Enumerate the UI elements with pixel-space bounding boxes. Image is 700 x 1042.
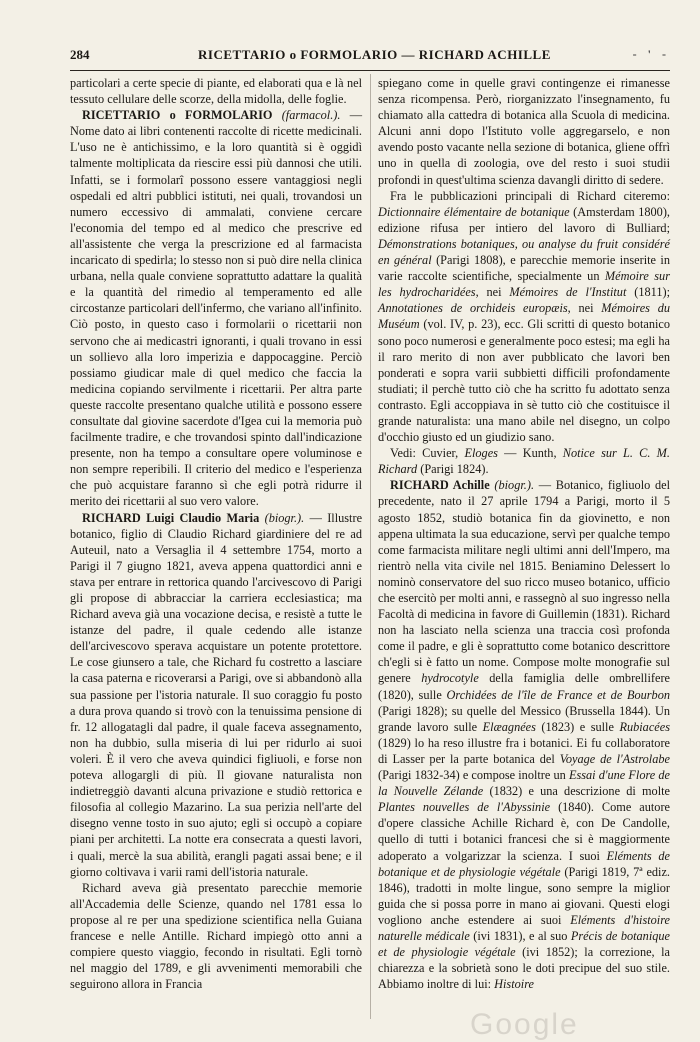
- book-title: Voyage de l'Astrolabe: [559, 751, 670, 766]
- paragraph: particolari a certe specie di piante, ed elaborati qua e là nel tessuto cellulare delle scorze, della midolla, delle foglie.: [70, 76, 362, 107]
- text: (Parigi 1832-34) e compose inoltre un: [378, 768, 569, 783]
- entry-headword: RICHARD Achille: [390, 478, 490, 493]
- book-title: Précis de botanique et de physiologie végétale: [378, 928, 670, 960]
- text: (1823) e sulle: [535, 719, 620, 734]
- book-title: Eléments d'histoire naturelle médicale: [378, 912, 670, 943]
- paragraph-references: [378, 445, 670, 477]
- book-title: hydrocotyle: [421, 671, 479, 686]
- running-title: RICETTARIO o FORMOLARIO — RICHARD ACHILLE: [198, 47, 551, 62]
- entry-headword: RICHARD Luigi Claudio Maria: [82, 510, 260, 525]
- text: (ivi 1831), e al suo: [469, 928, 571, 943]
- entry-label: (biogr.).: [494, 478, 535, 493]
- text: (Parigi 1824).: [417, 462, 489, 477]
- entry-text: — Nome dato ai libri contenenti raccolte di ricette medicinali. L'uso ne è antichissimo, e la loro quantità si è oggidì talmente moltiplicata da riescire essi più dannosi che utili. Infatti, se i formolarî possono essere vantaggiosi negli ospedali ed altri pubblici istituti, nei quali, trovandosi un numero eccessivo di ammalati, conviene cercare l'economia del tempo ed al medico che prescrive ed all'assistente che verga la prescrizione ed al farmacista incaricato di spedirla; lo stesso non si può dire nella clinica urbana, nella quale conviene soprattutto adattare la qualità e la quantità del rimedio al temperamento ed alle circostanze particolari dell'infermo, che variano all'infinito. Ciò posto, in questo caso i formolarii o ricettarii non servono che ai medicastri ignoranti, i quali trovano in essi un sollievo alla loro imperizia e dappocaggine. Perciò possiamo giudicar male di quel medico che faccia la medicina copiando servilmente i ricettarii. Per altra parte queste raccolte presentano qualche utilità e possono essere consultate dal giovine sacerdote d'Igea cui la memoria può facilmente tradire, e che trovandosi spinto dall'indicazione presente, non ha tempo a consultare opere voluminose e non sempre reperibili. Il criterio del medico e l'esperienza che può acquistare faranno sì che egli potrà ridurre il merito dei ricettarii al suo vero valore.: [70, 108, 362, 509]
- text: (Parigi 1808), e parecchie memorie inserite in varie raccolte scientifiche, specialmente un: [378, 253, 670, 284]
- book-title: Rubiacées: [619, 719, 670, 734]
- text: — Botanico, figliuolo del precedente, nato il 27 aprile 1794 a Parigi, morto il 5 agosto 1852, studiò botanica fin da giovinetto, e non appena ultimata la sua educazione, servì per qualche tempo come farmacista militare negli ultimi anni dell'Impero, ma rientrò nella vita civile nel 1815. Beniamino Delessert lo nominò conservatore del suo ricco museo botanico, ufficio che esercitò per molti anni, e rassegnò al suo ingresso nella Facoltà di medicina in favore di Guillemin (1831). Richard non ha lasciato nella scienza una traccia così profonda come il padre, e gli è soprattutto come botanico descrittore ch'egli si è fatto un nome. Compose molte monografie sul genere: [378, 478, 671, 686]
- book-title: Essai d'une Flore de la Nouvelle Zélande: [378, 768, 670, 799]
- page-header: [70, 47, 670, 67]
- text: , nei: [475, 285, 510, 300]
- paragraph: Richard aveva già presentato parecchie memorie all'Accademia delle Scienze, quando nel 1781 essa lo propose al re per una spedizione scientifica nella Guiana francese e nelle Antille. Richard impiegò otto anni a compiere questo viaggio, fecondo in risultati. Egli tornò nel maggio del 1789, e gli avvenimenti memorabili che seguirono allora in Francia: [70, 880, 362, 992]
- book-title: Mémoire sur les hydrocharidées: [378, 269, 670, 300]
- left-column: [70, 75, 362, 992]
- book-title: Dictionnaire élémentaire de botanique: [378, 204, 570, 219]
- entry-label: (biogr.).: [264, 510, 305, 525]
- text: (1840). Come autore d'opere classiche Achille Richard è, con De Candolle, quello di tutti i botanici francesi che si è maggiormente adoperato a volgarizzar la scienza. I suoi: [378, 800, 670, 863]
- text: (Parigi 1828); su quelle del Messico (Brussella 1844). Un grande lavoro sulle: [378, 703, 670, 734]
- paragraph: spiegano come in quelle gravi contingenze ei rimanesse senza ricompensa. Però, riorganizzato l'insegnamento, fu chiamato alla cattedra di botanica alla Scuola di medicina. Alcuni anni dopo l'Istituto volle aggregarselo, e non avendo posto vacante nella sezione di botanica, gliene offrì uno in quella di zoologia, ove del resto i suoi studii profondi in quest'ultima scienza davangli diritto di sedere.: [378, 76, 670, 187]
- book-title: Mémoires de l'Institut: [509, 285, 627, 300]
- book-title: Eloges: [464, 446, 498, 461]
- paragraph-publications: [378, 188, 670, 446]
- book-title: Notice sur L. C. M. Richard: [378, 446, 670, 477]
- book-title: Orchidées de l'île de France et de Bourbon: [446, 687, 671, 702]
- header-rule: [70, 70, 670, 71]
- book-title: Eléments de botanique et de physiologie végétale: [378, 848, 670, 879]
- book-title: Histoire: [494, 977, 534, 992]
- text: della famiglia delle ombrellifere (1820), sulle: [378, 671, 670, 702]
- entry-label: (farmacol.).: [281, 108, 341, 123]
- book-title: Elæagnées: [482, 719, 536, 734]
- entry-text: — Illustre botanico, figlio di Claudio Richard giardiniere del re ad Auteuil, nato a Versaglia il 4 settembre 1754, morto a Parigi il 7 giugno 1821, aveva appena quattordici anni e stava per entrare in rettorica quando l'arcivescovo di Parigi gli propose di abbracciar la carriera ecclesiastica; ma Richard aveva già una vocazione decisa, e resistè a tutte le istanze del padre, il quale cedendo alle istanze dell'arcivescovo sperava acquistare un potente protettore. Le cose giunsero a tale, che Richard fu costretto a lasciare la casa paterna e ricoverarsi a Parigi, ove si abbandonò alla sua passione per l'istoria naturale. Il suo coraggio fu posto a dura prova quando si trovò con la tenuissima pensione di fr. 12 allogatagli dal padre, il quale faceva assegnamento, non ha dubbio, sulla miseria di lui per ridurlo ai suoi voleri. È il vero che aveva quindici figliuoli, e forse non poteva allogargli di più. Il giovane naturalista non indietreggiò davanti alcuna privazione e studiò rettorica e filosofia al collegio Mazarino. La sua perizia nell'arte del disegno venne tosto in suo ajuto; egli si occupò a copiare piani per architetti. La notte era consecrata a questi lavori, i quali, mercè la sua abilità, erangli pagati assai bene; e il giorno coltivava i varii rami dell'istoria naturale.: [70, 510, 363, 879]
- text: (1811);: [626, 285, 670, 300]
- text: (Parigi 1819, 7ª ediz. 1846), tradotti in molte lingue, sono sempre la miglior guida che si possa porre in mano ai giovani. Questi elogi vogliono anche estendere ai suoi: [378, 864, 670, 927]
- book-title: Plantes nouvelles de l'Abyssinie: [378, 800, 551, 815]
- column-divider: [370, 74, 371, 1019]
- entry-ricettario: [70, 107, 362, 509]
- text: , nei: [567, 301, 602, 316]
- book-title: Démonstrations botaniques, ou analyse du fruit considéré en général: [378, 236, 670, 268]
- entry-richard-luigi: [70, 510, 362, 880]
- text: (vol. IV, p. 23), ecc. Gli scritti di questo botanico sono poco numerosi e generalmente poco estesi; ma egli ha il raro merito di non aver pubblicato che lavori ben ponderati e sopra varii subbietti difficili profondamente studiati; il perchè tutto ciò che ha scritto fu adottato senza contrasto. Egli accoppiava in sè tutto ciò che costituisce il grande naturalista: una mano abile nel disegno, un colpo d'occhio giusto ed un giudizio sano.: [378, 317, 670, 445]
- corner-marks: - ' -: [632, 47, 670, 61]
- right-column: [378, 75, 670, 992]
- text: — Kunth,: [497, 446, 563, 461]
- text: Fra le pubblicazioni principali di Richard citeremo:: [390, 188, 670, 203]
- text: (ivi 1852); la correzione, la chiarezza e la sobrietà sono le doti precipue del suo stile. Abbiamo inoltre di lui:: [378, 945, 670, 992]
- entry-richard-achille: [378, 477, 670, 992]
- watermark: Google: [470, 1008, 579, 1041]
- text: (Amsterdam 1800), edizione rifusa per intiero del lavoro di Bulliard;: [378, 204, 670, 235]
- text: (1829) lo ha reso illustre fra i botanici. Ei fu collaboratore di Lasser per la parte botanica del: [378, 735, 670, 766]
- book-title: Annotationes de orchideis europæis: [378, 301, 568, 316]
- text: (1832) e una descrizione di molte: [483, 784, 670, 799]
- page-number: 284: [70, 47, 90, 62]
- text: Vedi: Cuvier,: [390, 446, 465, 461]
- entry-headword: RICETTARIO o FORMOLARIO: [82, 108, 273, 123]
- book-title: Mémoires du Muséum: [378, 301, 671, 332]
